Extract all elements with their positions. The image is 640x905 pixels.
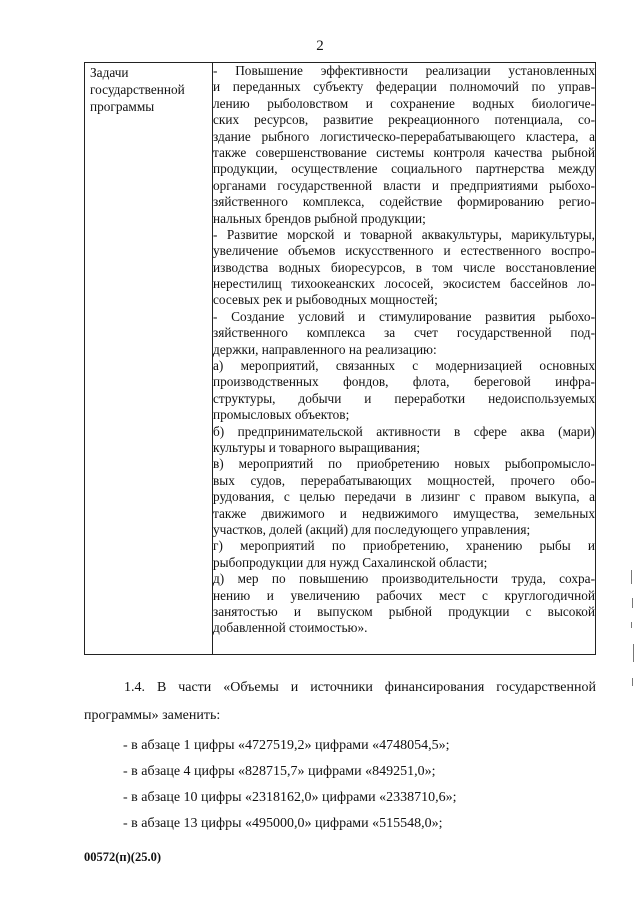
list-item: - в абзаце 1 цифры «4727519,2» цифрами «4748054,5»; (123, 738, 450, 753)
paragraph-1-4-line2: программы» заменить: (84, 708, 221, 723)
content-line: ских ресурсов, развитие рекреационного потенциала, со- (213, 112, 595, 128)
content-line: вых судов, перерабатывающих мощностей, прочего обо- (213, 472, 595, 488)
content-line: а) мероприятий, связанных с модернизацией основных (213, 358, 595, 374)
document-code: 00572(п)(25.0) (84, 850, 161, 864)
content-line: увеличение объемов искусственного и естественного воспро- (213, 243, 595, 259)
content-line: продукции, осуществление социального партнерства между (213, 161, 595, 177)
table-content-cell (213, 63, 596, 655)
content-line: производственных фондов, флота, береговой инфра- (213, 374, 595, 390)
content-line: и переданных субъекту федерации полномочий по управ- (213, 79, 595, 95)
content-line: нерестилищ тихоокеанских лососей, экосистем бассейнов ло- (213, 276, 595, 292)
content-line: сосевых рек и рыбоводных мощностей; (213, 292, 438, 308)
label-line: программы (90, 99, 155, 115)
content-line: участков, долей (акций) для последующего управления; (213, 521, 531, 537)
content-line: г) мероприятий по приобретению, хранению рыбы и (213, 538, 595, 554)
page-number: 2 (316, 38, 324, 54)
content-line: нальных брендов рыбной продукции; (213, 210, 426, 226)
content-line: рыбопродукции для нужд Сахалинской области; (213, 554, 488, 570)
scan-margin-marks (629, 570, 635, 700)
content-line: занятостью и выпуском рыбной продукции с высокой (213, 603, 595, 619)
content-line: добавленной стоимостью». (213, 620, 368, 636)
list-item: - в абзаце 13 цифры «495000,0» цифрами «515548,0»; (123, 816, 443, 831)
program-tasks-table (84, 62, 596, 655)
content-line: нению и увеличению рабочих мест с круглогодичной (213, 587, 595, 603)
content-line: зяйственного комплекса за счет государственной под- (213, 325, 595, 341)
content-line: в) мероприятий по приобретению новых рыбопромысло- (213, 456, 595, 472)
paragraph-1-4-line1: 1.4. В части «Объемы и источники финансирования государственной (124, 680, 596, 695)
content-line: держки, направленного на реализацию: (213, 341, 437, 357)
content-line: органами государственной власти и предприятиями рыбохо- (213, 177, 595, 193)
table-label-cell (85, 63, 213, 655)
content-line: б) предпринимательской активности в сфере аква (мари) (213, 423, 595, 439)
content-line: д) мер по повышению производительности труда, сохра- (213, 571, 595, 587)
content-line: здание рыбного логистическо-перерабатывающего кластера, а (213, 128, 595, 144)
content-line: также движимого и недвижимого имущества, земельных (213, 505, 595, 521)
label-line: государственной (90, 82, 185, 98)
content-line: также совершенствование системы контроля качества рыбной (213, 144, 595, 160)
list-item: - в абзаце 4 цифры «828715,7» цифрами «849251,0»; (123, 764, 436, 779)
content-line: промысловых объектов; (213, 407, 350, 423)
content-line: - Развитие морской и товарной аквакультуры, марикультуры, (213, 226, 595, 242)
label-line: Задачи (90, 65, 129, 80)
content-line: - Повышение эффективности реализации установленных (213, 63, 595, 78)
content-line: - Создание условий и стимулирование развития рыбохо- (213, 308, 595, 324)
table-row (85, 63, 596, 655)
content-line: зяйственного комплекса, содействие формированию регио- (213, 194, 595, 210)
content-line: культуры и товарного выращивания; (213, 439, 421, 455)
table-label (85, 63, 212, 117)
content-line: структуры, добычи и переработки недоиспользуемых (213, 390, 595, 406)
content-line: изводства водных биоресурсов, в том числе восстановление (213, 259, 595, 275)
content-line: лению рыболовством и сохранение водных биологиче- (213, 95, 595, 111)
list-item: - в абзаце 10 цифры «2318162,0» цифрами «2338710,6»; (123, 790, 457, 805)
content-line: рудования, с целью передачи в лизинг с правом выкупа, а (213, 489, 595, 505)
